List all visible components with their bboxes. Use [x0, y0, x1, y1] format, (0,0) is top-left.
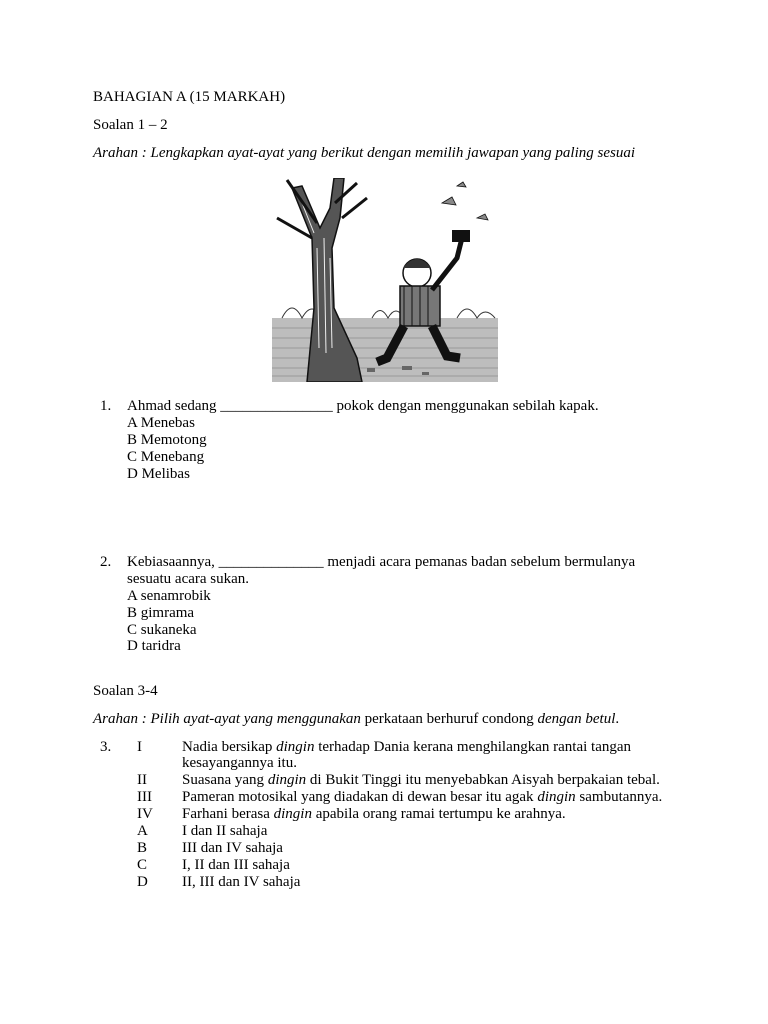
q1-option-c: C Menebang	[127, 449, 205, 465]
statement-2	[182, 772, 660, 789]
man-chopping-tree-illustration	[272, 178, 498, 382]
statement-roman-4: IV	[137, 806, 153, 822]
statement-4	[182, 806, 566, 823]
q2-option-d: D taridra	[127, 638, 181, 654]
answer-letter-b: B	[137, 840, 148, 856]
instruction-italic-2: dengan betul	[537, 711, 616, 727]
group2-instruction	[93, 711, 619, 728]
question-3-number: 3.	[100, 739, 112, 755]
statement-3-pre: Pameran motosikal yang diadakan di dewan besar itu agak	[182, 789, 538, 805]
question-2-number: 2.	[100, 554, 112, 570]
statement-2-word: dingin	[267, 772, 307, 788]
statement-1	[182, 739, 631, 756]
statement-1-line2: kesayangannya itu.	[182, 755, 297, 771]
answer-letter-a: A	[137, 823, 148, 839]
group1-instruction: Arahan : Lengkapkan ayat-ayat yang berikut dengan memilih jawapan yang paling sesuai	[93, 145, 635, 161]
q2-option-c: C sukaneka	[127, 622, 197, 638]
statement-3-post: sambutannya.	[575, 789, 663, 805]
statement-3	[182, 789, 662, 806]
answer-letter-c: C	[137, 857, 148, 873]
section-heading: BAHAGIAN A (15 MARKAH)	[93, 89, 286, 105]
statement-4-pre: Farhani berasa	[182, 806, 274, 822]
question-2-stem-line2: sesuatu acara sukan.	[127, 571, 250, 587]
instruction-end: .	[615, 711, 620, 727]
statement-1-pre: Nadia bersikap	[182, 739, 277, 755]
answer-text-b: III dan IV sahaja	[182, 840, 283, 856]
statement-2-post: di Bukit Tinggi itu menyebabkan Aisyah berpakaian tebal.	[306, 772, 660, 788]
question-1-number: 1.	[100, 398, 112, 414]
q1-option-a: A Menebas	[127, 415, 195, 431]
group2-label: Soalan 3-4	[93, 683, 158, 699]
answer-text-d: II, III dan IV sahaja	[182, 874, 301, 890]
question-2-stem-line1: Kebiasaannya, ______________ menjadi acara pemanas badan sebelum bermulanya	[127, 554, 636, 570]
statement-3-word: dingin	[537, 789, 576, 805]
instruction-italic-1: Arahan : Pilih ayat-ayat yang menggunakan	[93, 711, 361, 727]
statement-4-post: apabila orang ramai tertumpu ke arahnya.	[311, 806, 566, 822]
question-1-stem: Ahmad sedang _______________ pokok dengan menggunakan sebilah kapak.	[127, 398, 599, 414]
answer-text-c: I, II dan III sahaja	[182, 857, 290, 873]
group1-label: Soalan 1 – 2	[93, 117, 168, 133]
statement-1-word: dingin	[276, 739, 315, 755]
instruction-plain: perkataan berhuruf condong	[360, 711, 538, 727]
statement-roman-3: III	[137, 789, 152, 805]
q2-option-a: A senamrobik	[127, 588, 211, 604]
statement-roman-2: II	[137, 772, 147, 788]
statement-4-word: dingin	[273, 806, 312, 822]
q1-option-b: B Memotong	[127, 432, 207, 448]
answer-text-a: I dan II sahaja	[182, 823, 268, 839]
answer-letter-d: D	[137, 874, 148, 890]
statement-2-pre: Suasana yang	[182, 772, 268, 788]
statement-1-post: terhadap Dania kerana menghilangkan rantai tangan	[314, 739, 632, 755]
q1-option-d: D Melibas	[127, 466, 190, 482]
q2-option-b: B gimrama	[127, 605, 195, 621]
statement-roman-1: I	[137, 739, 142, 755]
